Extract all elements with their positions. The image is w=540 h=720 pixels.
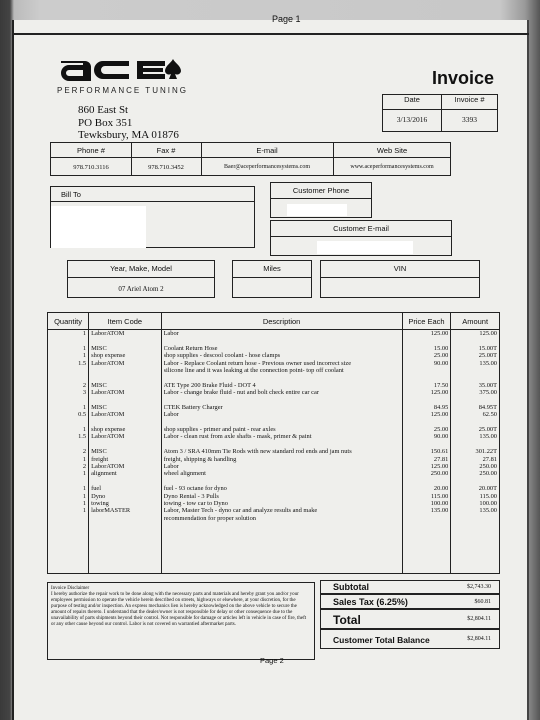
- year-make-model-label: Year, Make, Model: [68, 261, 214, 278]
- table-cell: LaborATOM: [91, 411, 125, 419]
- table-cell: 2: [82, 381, 87, 389]
- table-cell: 375.00: [479, 389, 497, 397]
- subtotal-label: Subtotal: [333, 582, 369, 592]
- table-cell: 84.95: [433, 403, 449, 411]
- subtotal-value: $2,743.30: [467, 584, 491, 590]
- table-cell: 1.5: [78, 359, 87, 367]
- table-cell: 27.81: [433, 455, 449, 463]
- header-price-each: Price Each: [402, 313, 451, 330]
- date-value: 3/13/2016: [396, 115, 428, 124]
- table-cell: [91, 367, 158, 374]
- table-cell: 125.00: [430, 411, 449, 419]
- table-cell: [453, 367, 497, 374]
- table-cell: Dyno Rental - 3 Pulls: [163, 492, 219, 500]
- col-amount: [451, 330, 500, 574]
- table-cell: shop supplies - primer and paint - rear axles: [163, 426, 276, 434]
- table-cell: [453, 515, 497, 522]
- document-title: Invoice: [432, 68, 495, 88]
- address-line-2: PO Box 351: [78, 116, 133, 129]
- customer-balance-row: [320, 629, 500, 649]
- phone-label: Phone #: [77, 146, 105, 155]
- table-cell: [91, 478, 158, 485]
- table-cell: [405, 337, 449, 344]
- table-cell: 1: [82, 499, 87, 507]
- table-cell: freight, shipping & handling: [163, 455, 237, 463]
- table-cell: Labor: [163, 330, 179, 337]
- table-cell: [453, 478, 497, 485]
- table-cell: fuel: [91, 485, 102, 493]
- year-make-model-value: 07 Ariel Atom 2: [118, 285, 164, 293]
- table-cell: 27.81: [482, 455, 497, 463]
- customer-email-label: Customer E-mail: [271, 221, 451, 237]
- header-amount: Amount: [451, 313, 500, 330]
- company-address: [78, 104, 179, 142]
- date-label: Date: [383, 95, 442, 110]
- table-cell: [405, 515, 449, 522]
- email-value: Baer@aceperformancesystems.com: [224, 164, 310, 170]
- table-cell: 15.00: [433, 344, 449, 352]
- table-cell: [405, 397, 449, 404]
- redacted-phone: [287, 204, 347, 216]
- bill-to-box: [50, 186, 255, 248]
- table-cell: 25.00T: [478, 352, 497, 360]
- table-cell: LaborATOM: [91, 389, 125, 397]
- table-cell: 125.00: [430, 463, 449, 471]
- table-cell: [405, 478, 449, 485]
- table-cell: 150.61: [430, 448, 449, 456]
- table-cell: 1: [82, 492, 87, 500]
- table-cell: [164, 419, 400, 426]
- sales-tax-row: [320, 594, 500, 609]
- table-cell: 135.00: [479, 433, 497, 441]
- vin-label: VIN: [321, 261, 479, 278]
- table-cell: [453, 374, 497, 381]
- table-cell: 100.00: [430, 499, 449, 507]
- table-cell: Coolant Return Hose: [163, 344, 218, 352]
- customer-phone-box: [270, 182, 372, 218]
- table-cell: 20.00: [433, 485, 449, 493]
- table-cell: [50, 478, 86, 485]
- table-cell: [164, 337, 400, 344]
- table-cell: 20.00T: [478, 485, 497, 493]
- header-description: Description: [161, 313, 402, 330]
- disclaimer-title: Invoice Disclaimer: [51, 586, 90, 591]
- table-cell: 15.00T: [478, 344, 497, 352]
- table-cell: MISC: [91, 448, 107, 456]
- table-cell: [164, 441, 400, 448]
- subtotal-row: [320, 580, 500, 594]
- table-cell: [405, 419, 449, 426]
- table-cell: [50, 397, 86, 404]
- company-logo: [55, 55, 185, 90]
- redacted-email: [317, 241, 413, 254]
- website-label: Web Site: [376, 146, 408, 155]
- vehicle-box: [67, 260, 215, 298]
- table-cell: [91, 441, 158, 448]
- table-cell: 100.00: [479, 499, 497, 507]
- invoice-meta-box: [382, 94, 498, 132]
- table-cell: 1.5: [78, 433, 87, 441]
- table-cell: 25.00: [433, 352, 449, 360]
- table-cell: 1: [82, 470, 87, 478]
- table-cell: 0.5: [78, 411, 87, 419]
- table-cell: ATE Type 200 Brake Fluid - DOT 4: [163, 381, 256, 389]
- table-cell: 62.50: [482, 411, 497, 419]
- redacted-bill-to: [51, 206, 146, 248]
- table-cell: Labor - change brake fluid - nut and bolt check entire car car: [163, 389, 319, 397]
- contact-box: [50, 142, 451, 176]
- table-cell: Labor: [163, 463, 179, 471]
- table-cell: [50, 441, 86, 448]
- table-cell: MISC: [91, 403, 107, 411]
- table-cell: LaborATOM: [91, 330, 125, 337]
- table-cell: 125.00: [479, 330, 497, 337]
- table-cell: Labor - Replace Coolant return hose - Previous owner used incorrect size: [163, 359, 352, 367]
- table-cell: 2: [82, 463, 87, 471]
- table-cell: wheel alignment: [163, 470, 206, 478]
- table-cell: LaborATOM: [91, 359, 125, 367]
- table-cell: 135.00: [479, 507, 497, 515]
- table-cell: 115.00: [430, 492, 449, 500]
- top-divider: [12, 33, 529, 35]
- table-cell: towing: [91, 499, 109, 507]
- table-header-row: [48, 313, 500, 330]
- table-cell: 35.00T: [478, 381, 497, 389]
- table-cell: shop expense: [91, 352, 126, 360]
- table-cell: 1: [82, 455, 87, 463]
- email-label: E-mail: [256, 146, 278, 155]
- phone-value: 978.710.3116: [73, 164, 109, 171]
- table-cell: towing - tow car to Dyno: [163, 499, 228, 507]
- customer-balance-label: Customer Total Balance: [333, 635, 430, 645]
- col-price-each: [402, 330, 451, 574]
- fax-label: Fax #: [156, 146, 176, 155]
- table-cell: [405, 367, 449, 374]
- table-cell: 1: [82, 344, 87, 352]
- table-cell: [50, 515, 86, 522]
- table-cell: 125.00: [430, 330, 449, 337]
- table-cell: 115.00: [479, 492, 497, 500]
- total-label: Total: [333, 613, 361, 627]
- page-top-label: Page 1: [272, 14, 301, 24]
- table-cell: shop expense: [91, 426, 126, 434]
- miles-label: Miles: [233, 261, 311, 278]
- table-cell: 125.00: [430, 389, 449, 397]
- table-cell: [50, 337, 86, 344]
- header-item-code: Item Code: [89, 313, 161, 330]
- table-cell: MISC: [91, 344, 107, 352]
- table-cell: silicone line and it was leaking at the connection point- top off coolant: [163, 366, 344, 374]
- table-cell: 1: [82, 403, 87, 411]
- table-cell: CTEK Battery Charger: [163, 403, 223, 411]
- total-row: [320, 609, 500, 629]
- company-tagline: PERFORMANCE TUNING: [57, 86, 188, 95]
- table-cell: LaborATOM: [91, 463, 125, 471]
- table-cell: laborMASTER: [91, 507, 131, 515]
- table-cell: 1: [82, 507, 87, 515]
- table-cell: shop supplies - descool coolant - hose clamps: [163, 352, 281, 360]
- table-cell: 1: [82, 485, 87, 493]
- table-cell: [50, 367, 86, 374]
- table-cell: MISC: [91, 381, 107, 389]
- table-cell: [50, 374, 86, 381]
- disclaimer-text: I hereby authorize the repair work to be done along with the necessary parts and materials and hereby grant you and/or your employees permission to operate the vehicle herein described on streets, highways or elsewhere, at your discretion, for the purpose of testing and/or inspection. An express mechanics lien is hereby acknowledged on the above vehicle to secure the amount of repairs thereto. I understand that the dealer/owner is not responsible for delay or other consequence due to the unavailability of parts shipments beyond their control. Not responsible for damage or articles left in vehicle in case of fire, theft or any other cause beyond our control. Labor is not covered on warrantied aftermarket parts.: [51, 592, 307, 627]
- sales-tax-value: $60.81: [474, 599, 491, 605]
- table-cell: [453, 397, 497, 404]
- table-cell: alignment: [91, 470, 117, 478]
- customer-balance-value: $2,804.11: [467, 636, 491, 642]
- table-cell: 2: [82, 448, 87, 456]
- invoice-number-label: Invoice #: [441, 95, 498, 110]
- table-cell: [91, 397, 158, 404]
- table-cell: 301.22T: [475, 448, 497, 456]
- table-cell: 90.00: [433, 359, 449, 367]
- col-description: [161, 330, 402, 574]
- table-cell: [453, 337, 497, 344]
- table-cell: 1: [82, 352, 87, 360]
- table-cell: [405, 441, 449, 448]
- invoice-disclaimer: [47, 582, 315, 660]
- table-cell: Labor: [163, 411, 179, 419]
- table-cell: [91, 374, 158, 381]
- table-cell: [91, 419, 158, 426]
- table-cell: [50, 419, 86, 426]
- table-cell: 90.00: [433, 433, 449, 441]
- table-cell: 17.50: [433, 381, 449, 389]
- table-cell: Labor, Master Tech - dyno car and analyze results and make: [163, 507, 318, 515]
- table-cell: LaborATOM: [91, 433, 125, 441]
- table-cell: 250.00: [479, 463, 497, 471]
- line-items-table: [47, 312, 500, 574]
- table-cell: [164, 397, 400, 404]
- table-cell: [91, 337, 158, 344]
- customer-email-box: [270, 220, 452, 256]
- table-cell: [453, 419, 497, 426]
- bill-to-label: Bill To: [51, 187, 254, 202]
- address-line-1: 860 East St: [78, 104, 129, 116]
- table-cell: 84.95T: [478, 403, 497, 411]
- address-line-3: Tewksbury, MA 01876: [78, 129, 179, 141]
- table-cell: 3: [82, 389, 87, 397]
- table-cell: 1: [82, 330, 87, 337]
- table-cell: Labor - clean rust from axle shafts - mask, primer & paint: [163, 433, 312, 441]
- table-cell: [164, 478, 400, 485]
- invoice-number-value: 3393: [462, 115, 477, 124]
- page-number: Page 2: [260, 656, 284, 665]
- table-cell: [453, 441, 497, 448]
- table-cell: 250.00: [430, 470, 449, 478]
- table-cell: recommendation for proper solution: [163, 514, 256, 522]
- col-quantity: [48, 330, 89, 574]
- table-cell: 250.00: [479, 470, 497, 478]
- table-cell: [164, 374, 400, 381]
- table-cell: [405, 374, 449, 381]
- customer-phone-label: Customer Phone: [271, 183, 371, 199]
- table-cell: fuel - 93 octane for dyno: [163, 485, 227, 493]
- table-cell: Dyno: [91, 492, 106, 500]
- table-cell: 135.00: [479, 359, 497, 367]
- table-cell: 25.00T: [478, 426, 497, 434]
- total-value: $2,804.11: [467, 616, 491, 622]
- table-cell: Atom 3 / SRA 410mm Tie Rods with new standard rod ends and jam nuts: [163, 448, 352, 456]
- website-value: www.aceperformancesystems.com: [350, 164, 434, 170]
- fax-value: 978.710.3452: [148, 164, 184, 171]
- vin-box: [320, 260, 480, 298]
- table-cell: freight: [91, 455, 109, 463]
- col-item-code: [89, 330, 161, 574]
- header-quantity: Quantity: [48, 313, 89, 330]
- table-cell: 135.00: [430, 507, 449, 515]
- table-cell: [91, 515, 158, 522]
- miles-box: [232, 260, 312, 298]
- table-cell: 25.00: [433, 426, 449, 434]
- table-cell: 1: [82, 426, 87, 434]
- sales-tax-label: Sales Tax (6.25%): [333, 597, 408, 607]
